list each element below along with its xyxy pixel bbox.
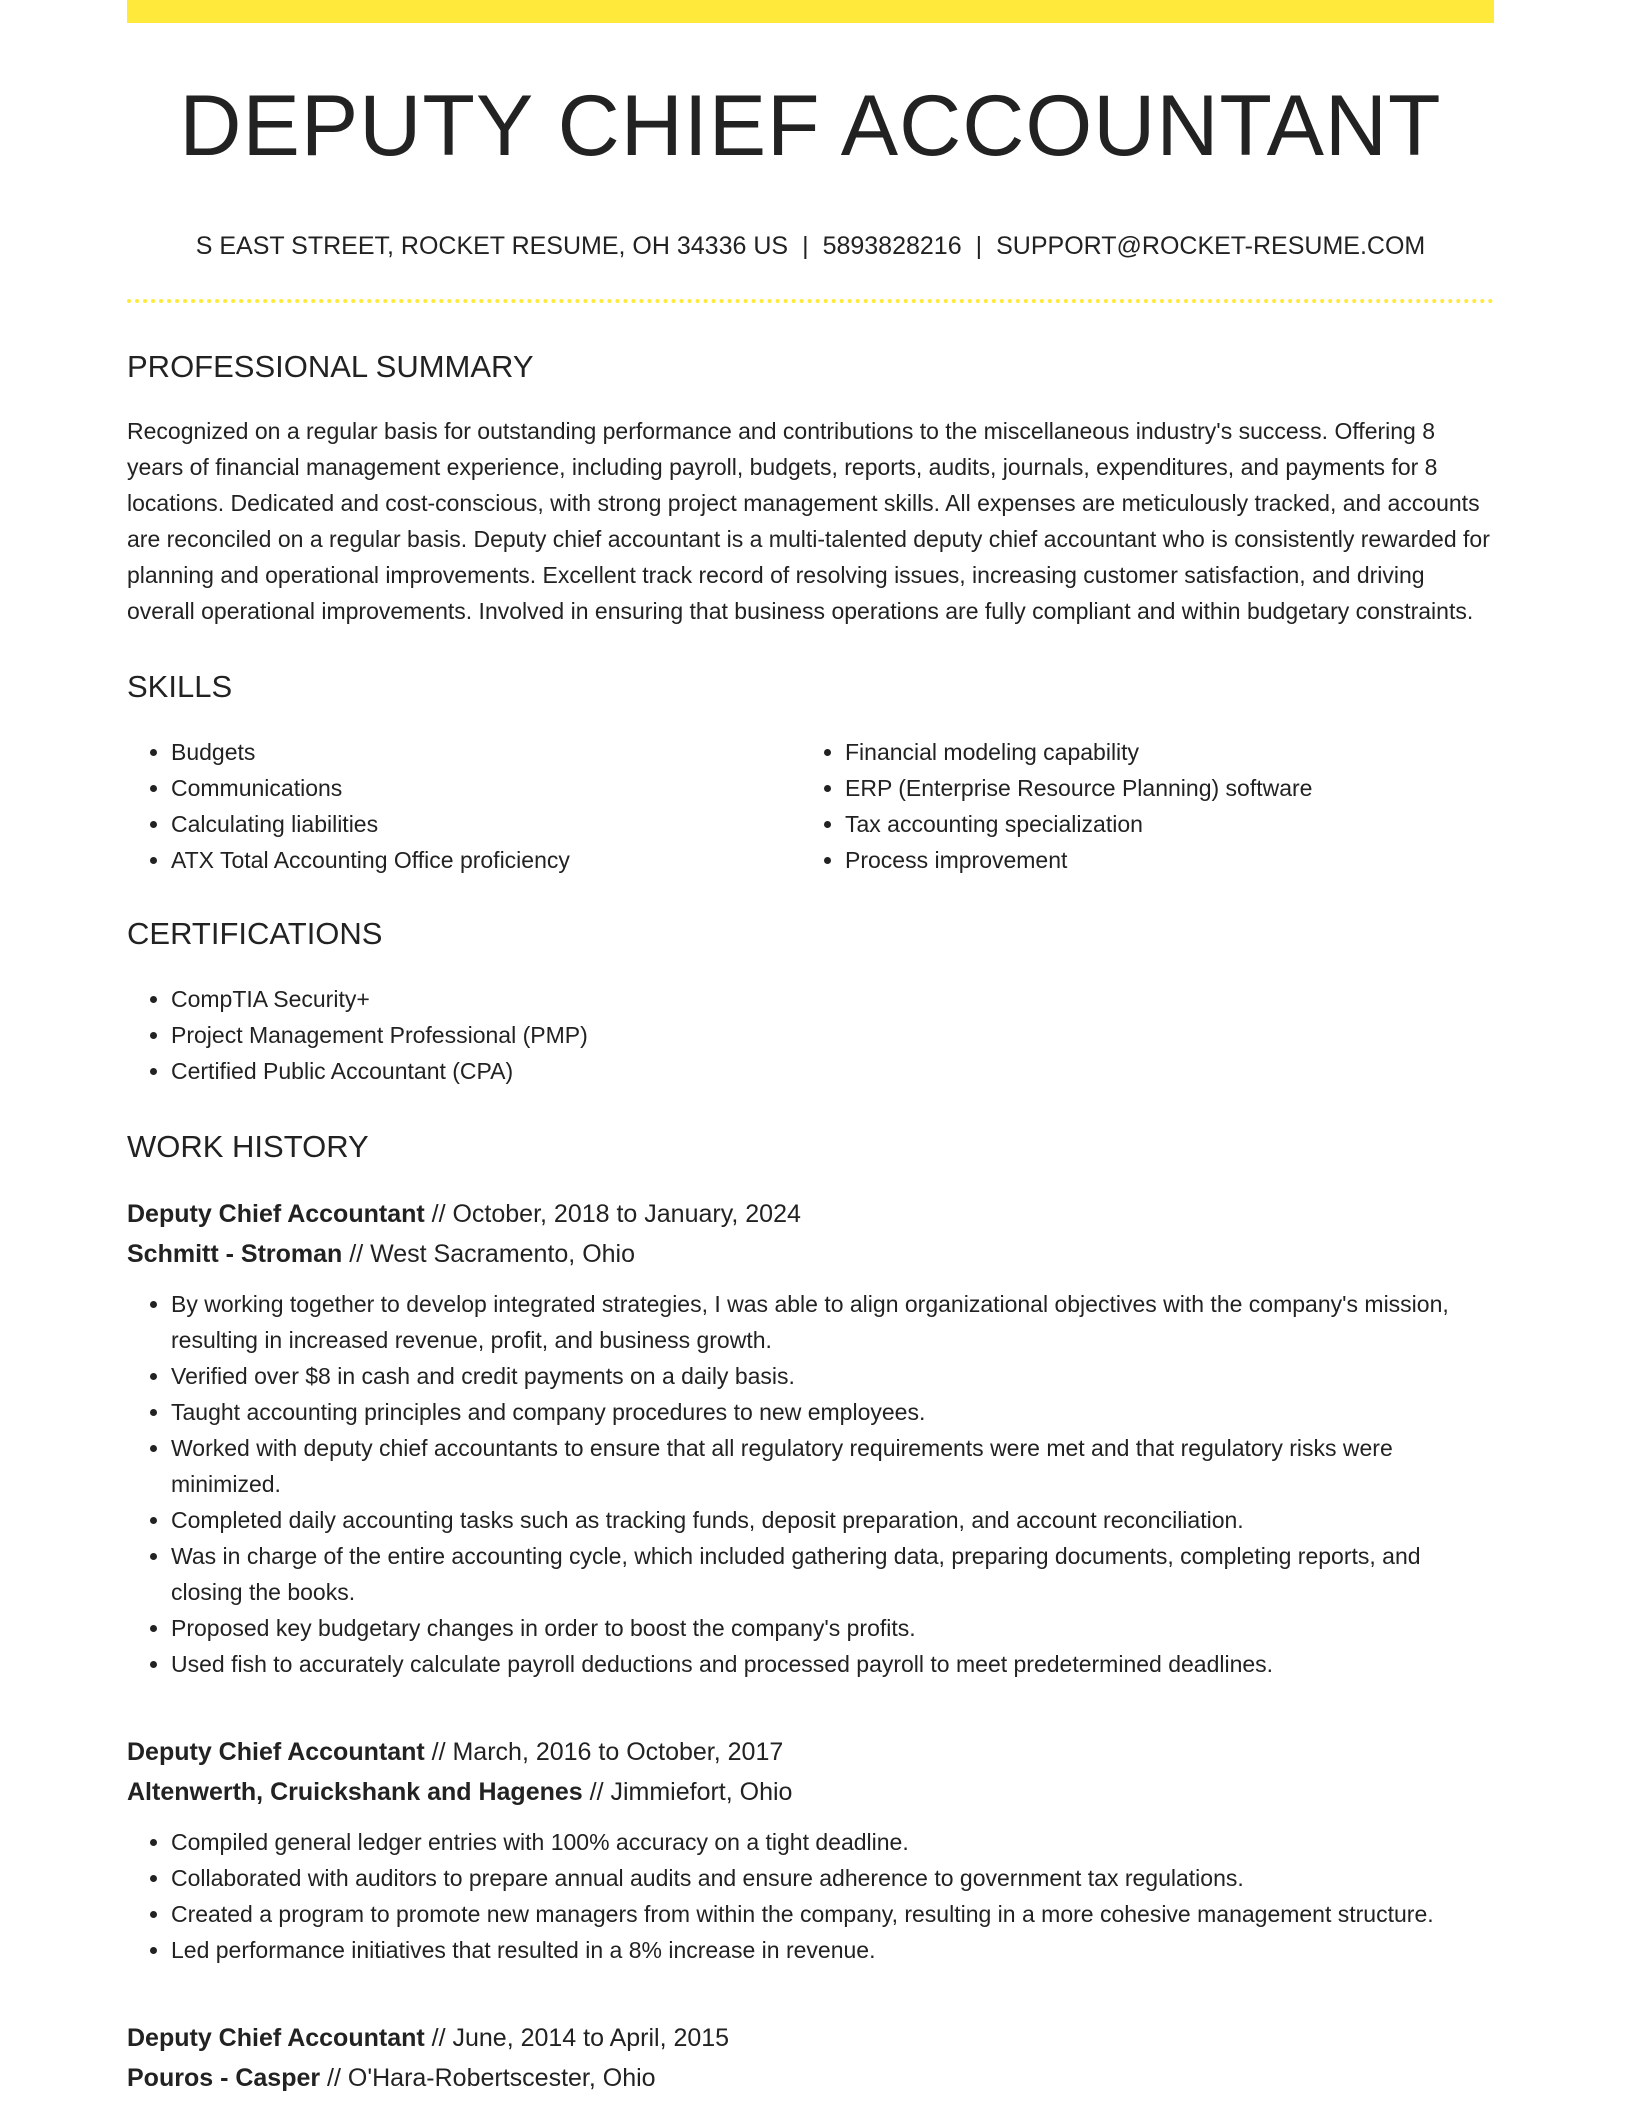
- job-entry: [127, 1732, 1494, 1968]
- skills-columns: [127, 734, 1494, 878]
- job-company: Altenwerth, Cruickshank and Hagenes: [127, 1778, 583, 1806]
- job-bullet: • By working together to develop integrated strategies, I was able to align organizational objectives with the company's mission, resulting in increased revenue, profit, and business growth.: [171, 1286, 1494, 1358]
- contact-line: [127, 234, 1494, 259]
- resume-name: DEPUTY CHIEF ACCOUNTANT: [179, 78, 1442, 174]
- job-role: Deputy Chief Accountant: [127, 1738, 425, 1766]
- job-bullet: • Collaborated with auditors to prepare annual audits and ensure adherence to government tax regulations.: [171, 1860, 1494, 1896]
- job-bullet: • Was in charge of the entire accounting cycle, which included gathering data, preparing documents, completing reports, and closing the books.: [171, 1538, 1494, 1610]
- contact-phone[interactable]: 5893828216: [822, 232, 962, 260]
- job-title-line: [127, 2018, 1494, 2058]
- job-location: // West Sacramento, Ohio: [342, 1240, 636, 1268]
- job-entry: [127, 1194, 1494, 1682]
- contact-separator: |: [975, 232, 983, 260]
- summary-heading: PROFESSIONAL SUMMARY: [127, 349, 534, 384]
- contact-separator: |: [802, 232, 809, 260]
- summary-text: Recognized on a regular basis for outstanding performance and contributions to the miscellaneous industry's success. Offering 8 years of financial management experience, including payroll, budgets, reports, audits, journals, expenditures, and payments for 8 locations. Dedicated and cost-conscious, with strong project management skills. All expenses are meticulously tracked, and accounts are reconciled on a regular basis. Deputy chief accountant is a multi-talented deputy chief accountant who is consistently rewarded for planning and operational improvements. Excellent track record of resolving issues, increasing customer satisfaction, and driving overall operational improvements. Involved in ensuring that business operations are fully compliant and within budgetary constraints.: [127, 418, 1490, 624]
- certification-item: • CompTIA Security+: [171, 981, 1494, 1017]
- job-bullet: • Completed daily accounting tasks such as tracking funds, deposit preparation, and account reconciliation.: [171, 1502, 1494, 1538]
- job-bullets: [127, 1286, 1494, 1682]
- skills-heading: SKILLS: [127, 669, 233, 704]
- skill-item: • Budgets: [171, 734, 801, 770]
- job-company-line: [127, 1772, 1494, 1812]
- job-role: Deputy Chief Accountant: [127, 2024, 425, 2052]
- skill-item: • ATX Total Accounting Office proficiency: [171, 842, 801, 878]
- skill-item: • ERP (Enterprise Resource Planning) software: [845, 770, 1475, 806]
- certifications-heading: CERTIFICATIONS: [127, 916, 383, 951]
- job-company: Schmitt - Stroman: [127, 1240, 343, 1268]
- job-bullet: • Created a program to promote new managers from within the company, resulting in a more cohesive management structure.: [171, 1896, 1494, 1932]
- skill-item: • Tax accounting specialization: [845, 806, 1475, 842]
- job-bullet: • Proposed key budgetary changes in order to boost the company's profits.: [171, 1610, 1494, 1646]
- skill-item: • Calculating liabilities: [171, 806, 801, 842]
- job-company-line: [127, 1234, 1494, 1274]
- resume-page: [127, 0, 1494, 2098]
- job-location: // Jimmiefort, Ohio: [582, 1778, 793, 1806]
- contact-email[interactable]: SUPPORT@ROCKET-RESUME.COM: [996, 232, 1426, 260]
- job-dates: // March, 2016 to October, 2017: [424, 1738, 784, 1766]
- skills-list-left: [127, 734, 801, 878]
- job-title-line: [127, 1194, 1494, 1234]
- job-company: Pouros - Casper: [127, 2064, 321, 2092]
- contact-address: S EAST STREET, ROCKET RESUME, OH 34336 US: [195, 232, 789, 260]
- skills-list-right: [801, 734, 1475, 878]
- job-bullet: • Taught accounting principles and company procedures to new employees.: [171, 1394, 1494, 1430]
- accent-top-bar: [127, 0, 1494, 23]
- skill-item: • Financial modeling capability: [845, 734, 1475, 770]
- job-entry: [127, 2018, 1494, 2098]
- dotted-divider: [127, 299, 1494, 303]
- job-company-line: [127, 2058, 1494, 2098]
- job-bullet: • Worked with deputy chief accountants to ensure that all regulatory requirements were met and that regulatory risks were minimized.: [171, 1430, 1494, 1502]
- job-location: // O'Hara-Robertscester, Ohio: [320, 2064, 656, 2092]
- skill-item: • Communications: [171, 770, 801, 806]
- work-history-heading: WORK HISTORY: [127, 1129, 369, 1164]
- job-bullet: • Led performance initiatives that resulted in a 8% increase in revenue.: [171, 1932, 1494, 1968]
- job-bullet: • Used fish to accurately calculate payroll deductions and processed payroll to meet predetermined deadlines.: [171, 1646, 1494, 1682]
- certifications-list: [127, 981, 1494, 1089]
- job-bullet: • Verified over $8 in cash and credit payments on a daily basis.: [171, 1358, 1494, 1394]
- job-dates: // October, 2018 to January, 2024: [424, 1200, 801, 1228]
- job-title-line: [127, 1732, 1494, 1772]
- job-role: Deputy Chief Accountant: [127, 1200, 425, 1228]
- job-bullets: [127, 1824, 1494, 1968]
- skill-item: • Process improvement: [845, 842, 1475, 878]
- job-bullet: • Compiled general ledger entries with 100% accuracy on a tight deadline.: [171, 1824, 1494, 1860]
- certification-item: • Project Management Professional (PMP): [171, 1017, 1494, 1053]
- certification-item: • Certified Public Accountant (CPA): [171, 1053, 1494, 1089]
- job-dates: // June, 2014 to April, 2015: [424, 2024, 730, 2052]
